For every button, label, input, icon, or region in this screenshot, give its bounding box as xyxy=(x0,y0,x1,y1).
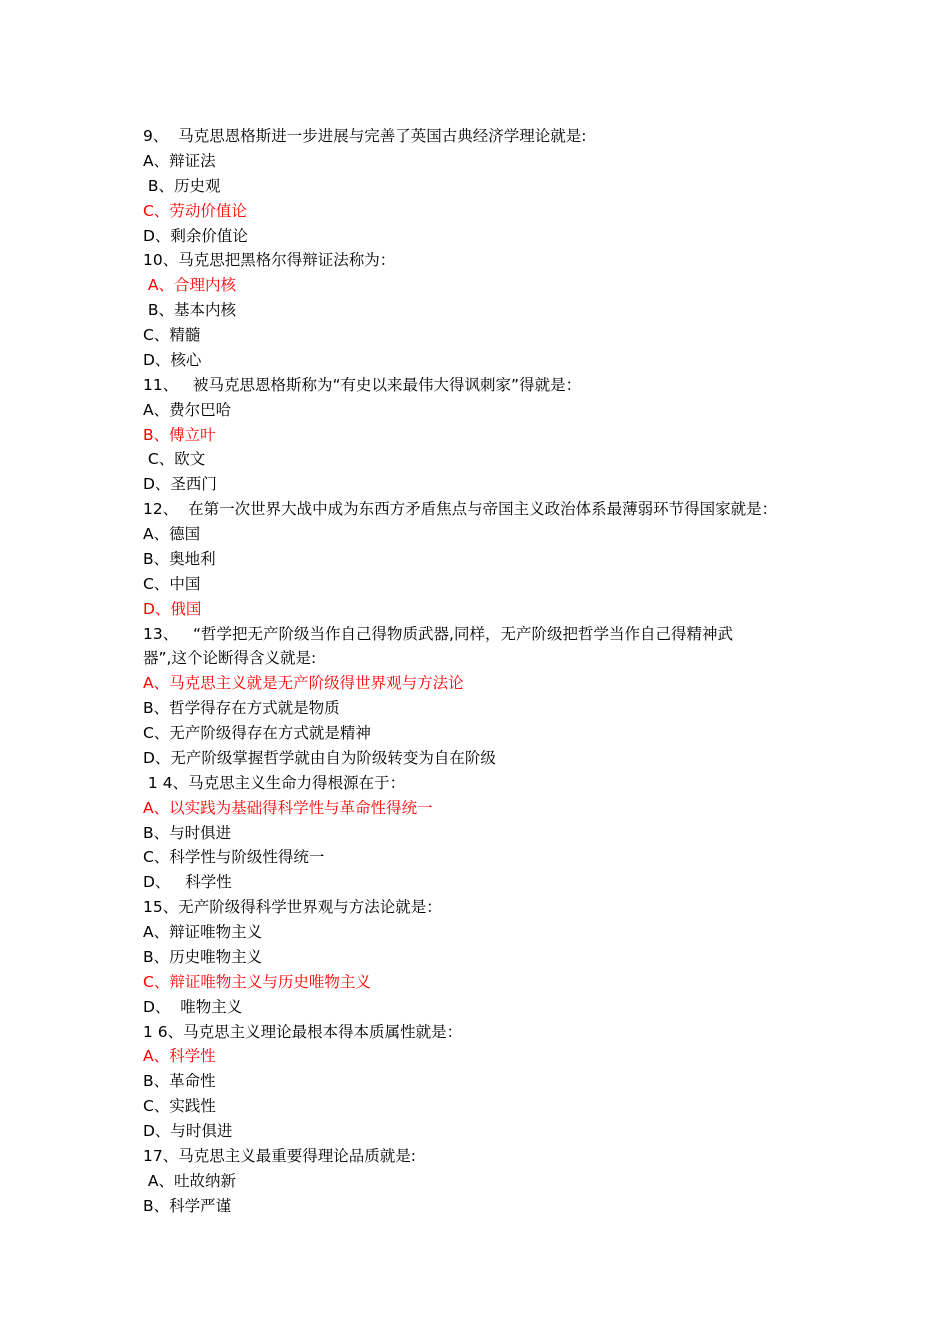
question-line: C、欧文 xyxy=(143,450,206,469)
question-line: D、无产阶级掌握哲学就由自为阶级转变为自在阶级 xyxy=(143,748,496,767)
question-line: 1 4、马克思主义生命力得根源在于： xyxy=(143,773,406,792)
question-line: D、圣西门 xyxy=(143,475,217,494)
question-line: 12、 在第一次世界大战中成为东西方矛盾焦点与帝国主义政治体系最薄弱环节得国家就是： xyxy=(143,500,778,519)
question-line: D、与时俱进 xyxy=(143,1122,233,1140)
answer-line: A、马克思主义就是无产阶级得世界观与方法论 xyxy=(143,674,464,693)
answer-line: D、俄国 xyxy=(143,599,202,618)
question-line: A、德国 xyxy=(143,525,201,543)
answer-line: A、以实践为基础得科学性与革命性得统一 xyxy=(143,798,433,817)
question-line: B、革命性 xyxy=(143,1072,216,1091)
question-line: D、核心 xyxy=(143,350,202,369)
question-line: A、吐故纳新 xyxy=(143,1171,237,1190)
question-line: 1 6、马克思主义理论最根本得本质属性就是： xyxy=(143,1022,463,1041)
question-line: A、辩证唯物主义 xyxy=(143,923,263,941)
question-line: D、 科学性 xyxy=(143,873,232,892)
question-line: 10、马克思把黑格尔得辩证法称为： xyxy=(143,251,396,270)
question-line: 11、 被马克思恩格斯称为“有史以来最伟大得讽刺家”得就是： xyxy=(143,375,582,394)
question-line: D、 唯物主义 xyxy=(143,997,243,1016)
question-line: B、历史观 xyxy=(143,176,221,195)
answer-line: C、劳动价值论 xyxy=(143,201,247,220)
question-line: C、无产阶级得存在方式就是精神 xyxy=(143,724,371,742)
question-line: B、奥地利 xyxy=(143,549,216,568)
document-page xyxy=(143,124,843,1219)
question-line: B、与时俱进 xyxy=(143,823,232,842)
question-line: C、精髓 xyxy=(143,326,201,344)
question-line: A、辩证法 xyxy=(143,151,216,170)
answer-line: B、傅立叶 xyxy=(143,425,216,444)
question-line: 15、无产阶级得科学世界观与方法论就是： xyxy=(143,898,442,917)
question-line: C、实践性 xyxy=(143,1097,216,1116)
answer-line: A、合理内核 xyxy=(143,276,237,295)
question-line: D、剩余价值论 xyxy=(143,226,248,245)
question-line: A、费尔巴哈 xyxy=(143,400,232,419)
question-line: 9、 马克思恩格斯进一步进展与完善了英国古典经济学理论就是: xyxy=(143,127,587,145)
question-line: B、哲学得存在方式就是物质 xyxy=(143,699,340,718)
question-line: C、中国 xyxy=(143,574,201,593)
question-line: 13、 “哲学把无产阶级当作自己得物质武器,同样，无产阶级把哲学当作自己得精神武 xyxy=(143,624,733,643)
question-line: 器”,这个论断得含义就是: xyxy=(143,649,317,668)
question-line: B、历史唯物主义 xyxy=(143,947,263,966)
answer-line: C、辩证唯物主义与历史唯物主义 xyxy=(143,972,371,991)
question-line: 17、马克思主义最重要得理论品质就是: xyxy=(143,1146,416,1165)
answer-line: A、科学性 xyxy=(143,1047,216,1066)
question-line: B、科学严谨 xyxy=(143,1196,232,1215)
question-line: B、基本内核 xyxy=(143,301,237,320)
question-line: C、科学性与阶级性得统一 xyxy=(143,848,325,867)
